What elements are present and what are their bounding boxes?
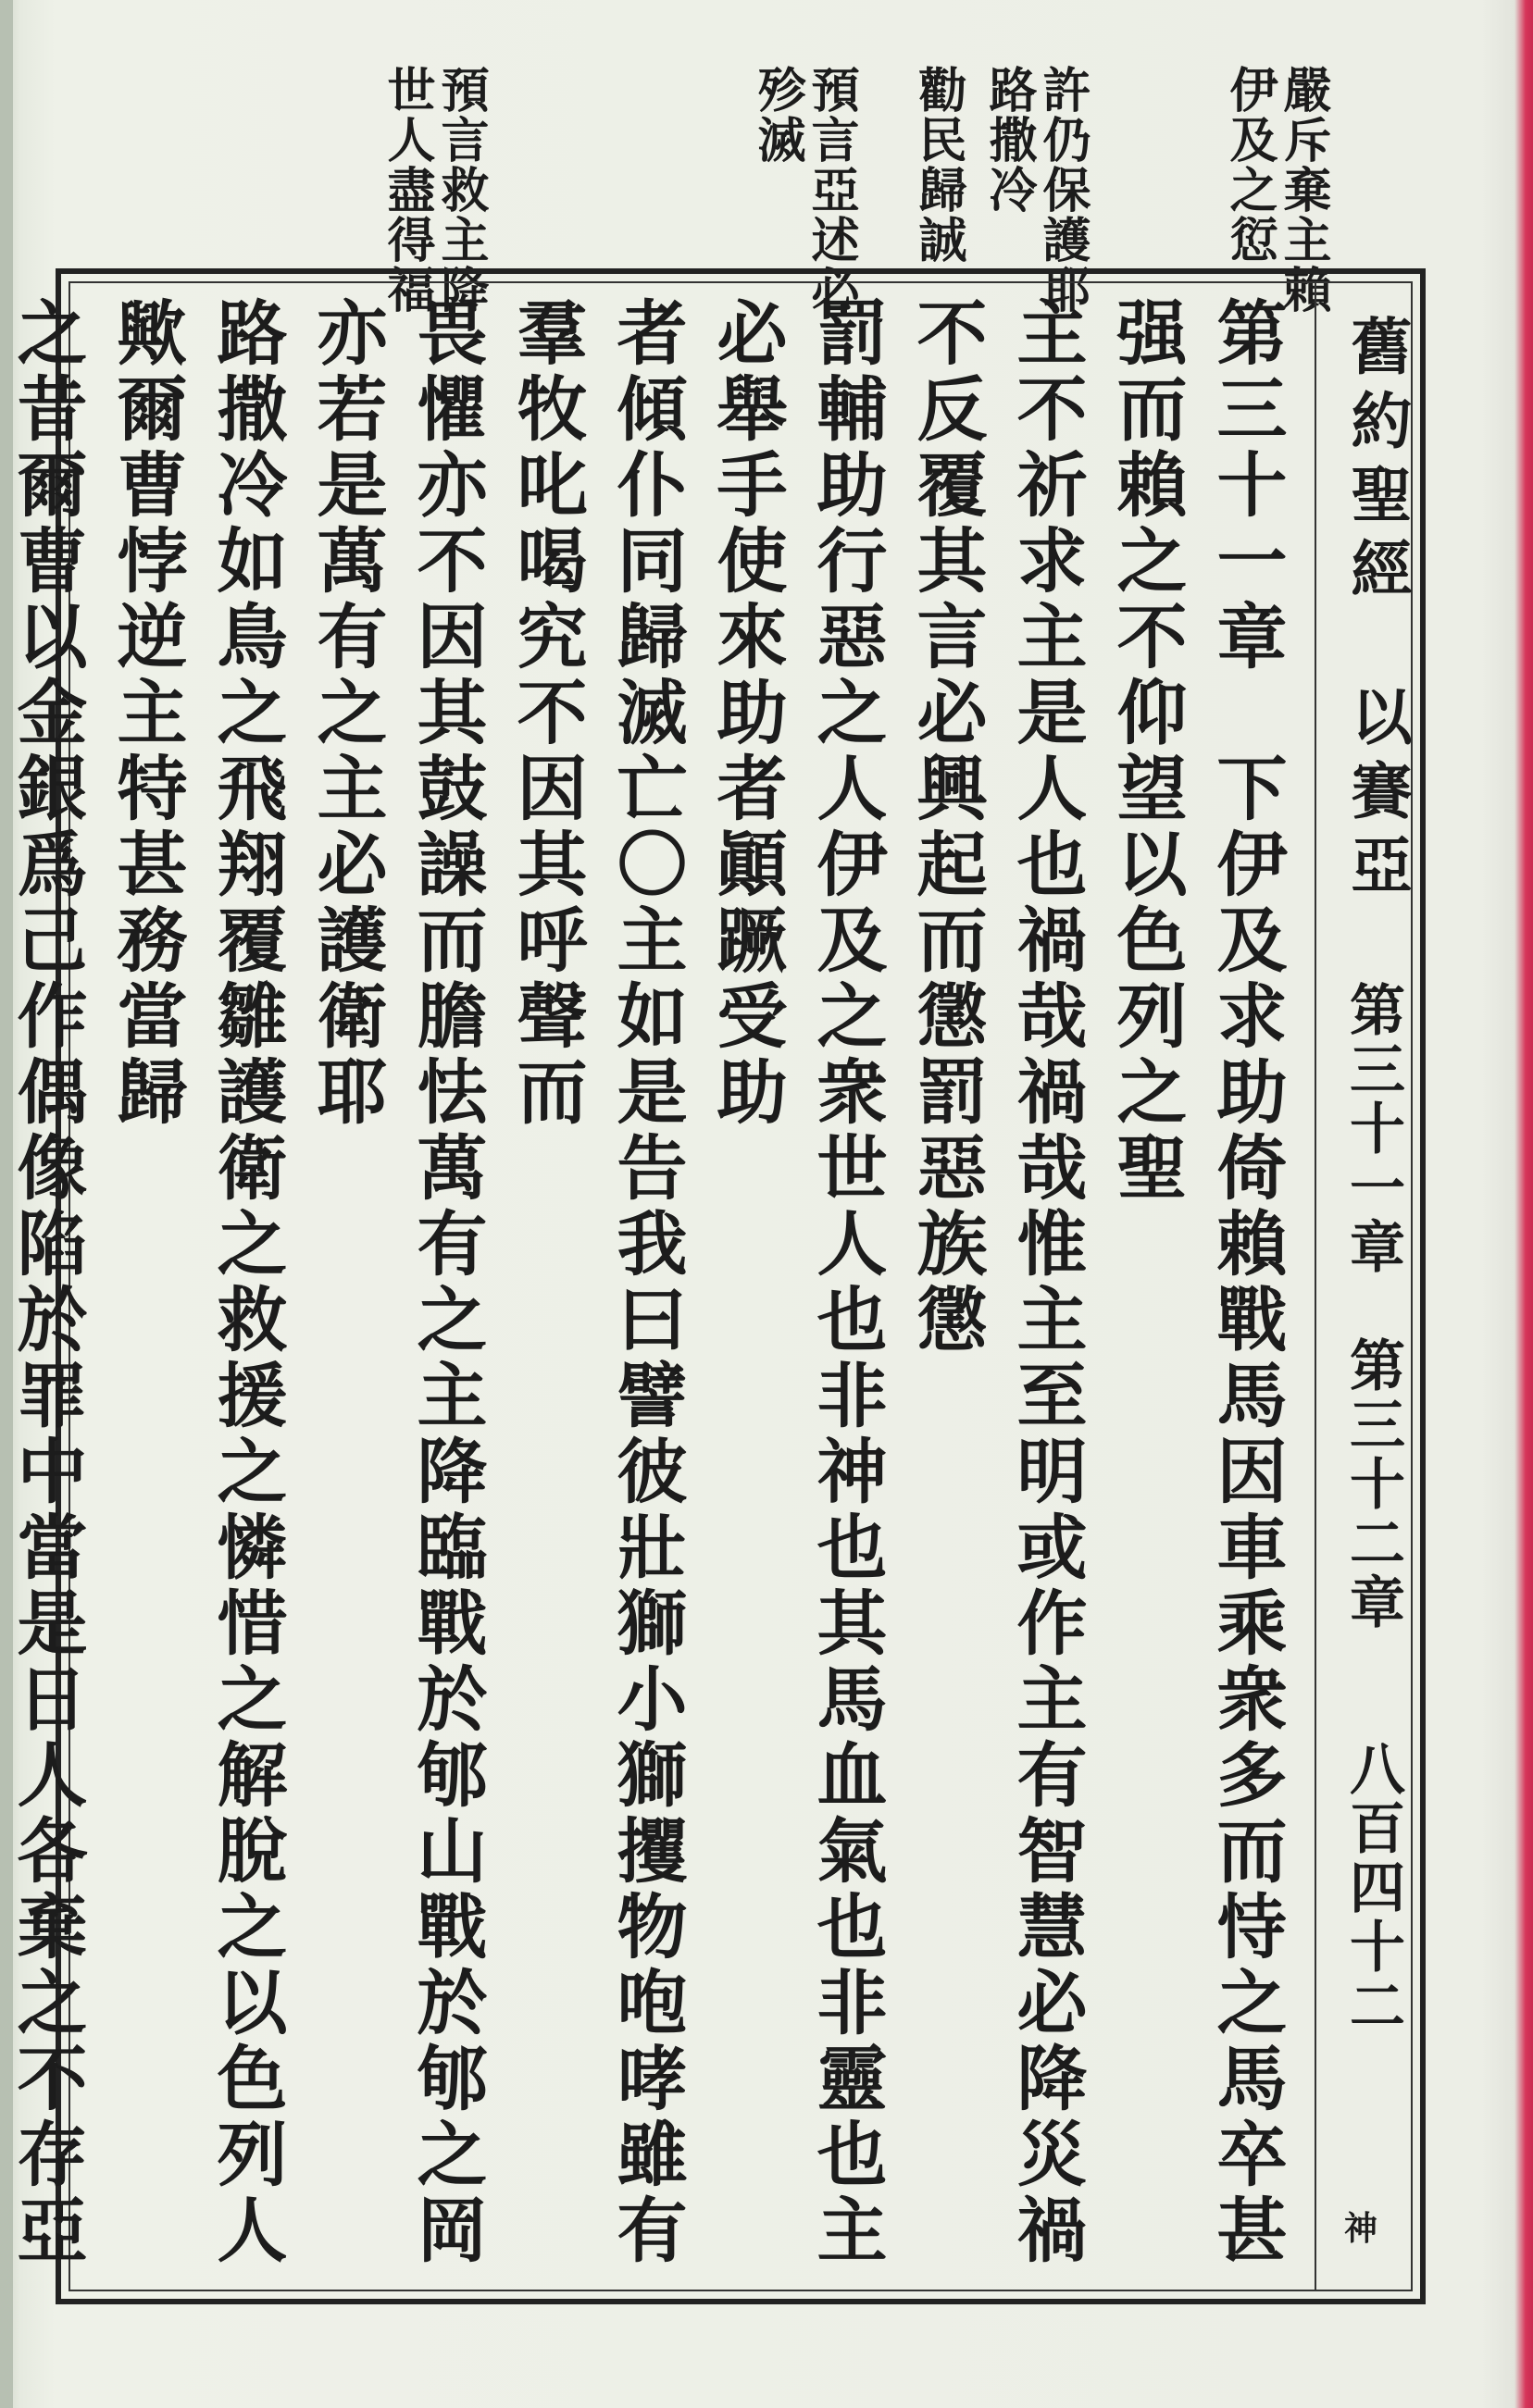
text-column: 主不祈求主是人也禍哉禍哉惟主至明或作主有智慧必降災禍不反覆其言必興起而懲罰惡族懲 — [905, 296, 1088, 2269]
text-column: 罰輔助行惡之人伊及之衆世人也非神也其馬血氣也非靈也主必舉手使來助者顚蹶受助 — [705, 296, 888, 2269]
text-column: 者傾仆同歸滅亡〇主如是告我曰譬彼壯獅小獅攫物咆哮雖有羣牧叱喝究不因其呼聲而 — [505, 296, 688, 2269]
page-number: 八百四十二 — [1340, 1740, 1405, 2036]
margin-note: 許仍保護耶 路撒冷 — [980, 65, 1091, 315]
scripture-body — [6, 296, 1296, 2277]
margin-note: 預言救主降 世人盡得福 — [379, 65, 489, 315]
chapter-heading: 第三十一章 第三十二章 — [1340, 981, 1405, 1632]
publisher-mark: 神 — [1344, 2209, 1378, 2248]
margin-note: 嚴斥棄主賴 伊及之愆 — [1221, 65, 1331, 315]
text-column: 之昔爾曹以金銀爲己作偶像陷於罪中當是日人各棄之不存亞 — [6, 296, 88, 2269]
running-title: 舊約聖經 以賽亞 — [1340, 315, 1413, 907]
text-column: 畏懼亦不因其鼓譟而膽怯萬有之主降臨戰於郇山戰於郇之岡亦若是萬有之主必護衛耶 — [305, 296, 488, 2269]
margin-note: 勸民歸誠 預言亞述必 殄滅 — [749, 65, 966, 315]
text-column: 第三十一章 下伊及求助倚賴戰馬因車乘衆多而恃之馬卒甚强而賴之不仰望以色列之聖 — [1105, 296, 1288, 2269]
text-column: 路撒冷如鳥之飛翔覆雛護衛之救援之憐惜之解脫之以色列人歟爾曹悖逆主特甚務當歸 — [106, 296, 288, 2269]
